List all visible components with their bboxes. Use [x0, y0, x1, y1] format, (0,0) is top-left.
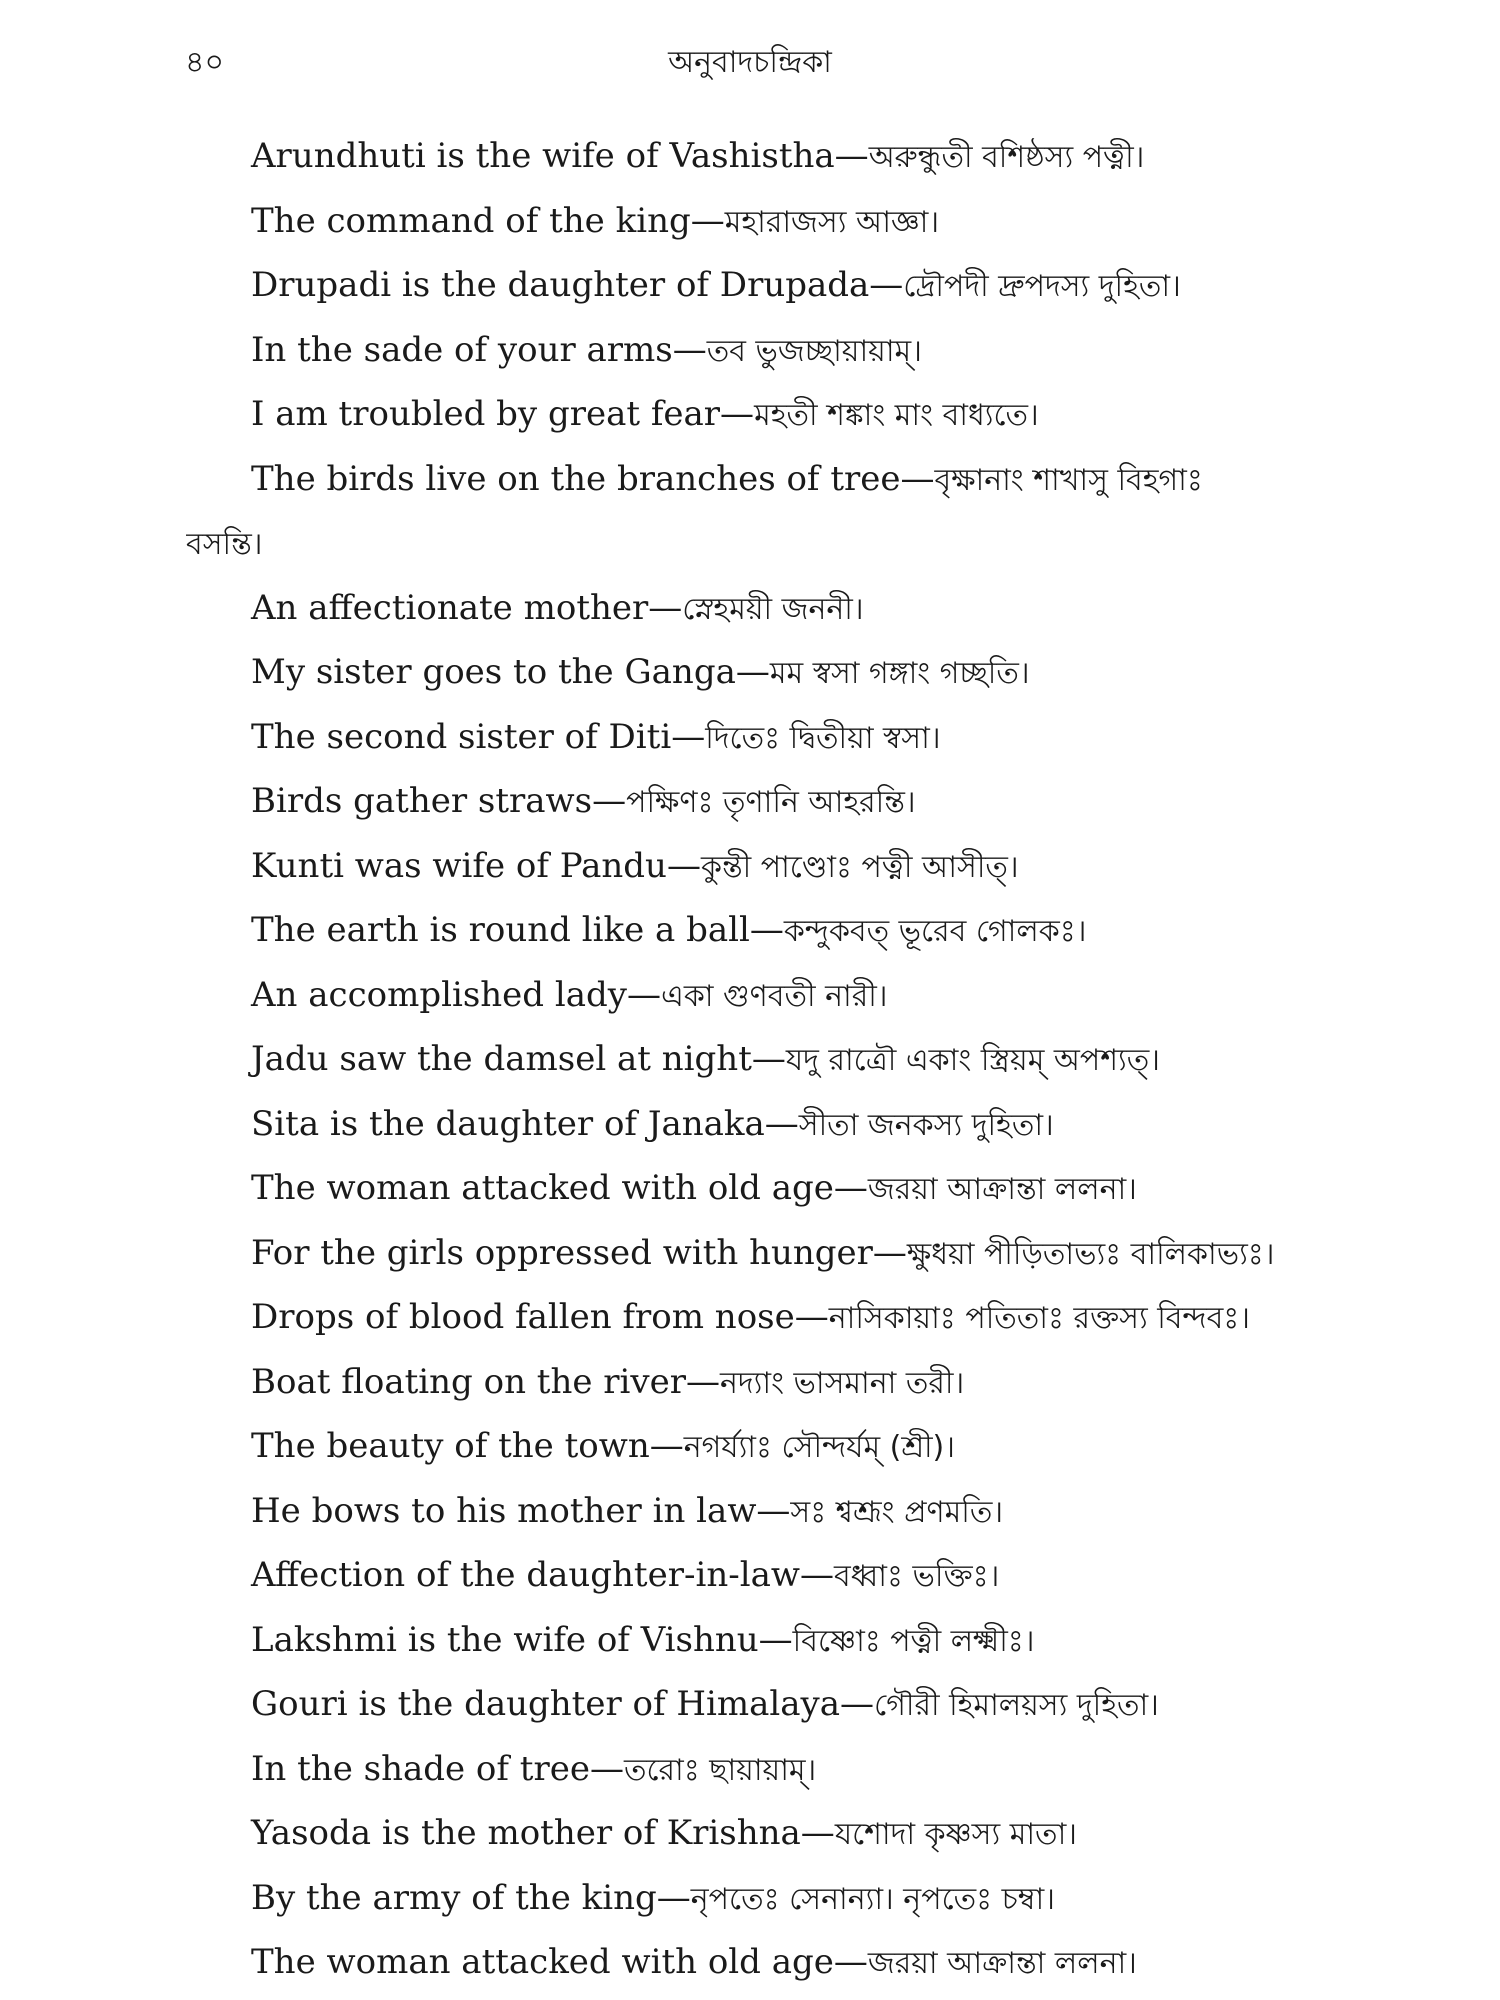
- list-item: [186, 576, 1336, 641]
- bengali-translation: সীতা জনকস্য দুহিতা।: [798, 1107, 1054, 1143]
- list-item: [186, 1027, 1336, 1092]
- bengali-translation: জরয়া আক্রান্তা ললনা।: [867, 1946, 1137, 1981]
- list-item: [186, 1414, 1336, 1479]
- bengali-translation: তরোঃ ছায়ায়াম্।: [623, 1752, 817, 1788]
- list-item: [186, 253, 1336, 318]
- bengali-translation: মহারাজস্য আজ্ঞা।: [724, 204, 940, 240]
- english-phrase: The beauty of the town—: [251, 1426, 684, 1466]
- english-phrase: I am troubled by great fear—: [251, 394, 755, 434]
- english-phrase: The woman attacked with old age—: [251, 1942, 868, 1982]
- english-phrase: Gouri is the daughter of Himalaya—: [251, 1684, 875, 1724]
- english-phrase: An affectionate mother—: [251, 587, 683, 628]
- list-item: [186, 1866, 1336, 1931]
- english-phrase: The woman attacked with old age—: [251, 1168, 868, 1208]
- bengali-translation: যশোদা কৃষ্ণস্য মাতা।: [834, 1817, 1077, 1852]
- english-phrase: In the shade of tree—: [251, 1748, 624, 1789]
- list-item: [186, 1801, 1336, 1866]
- english-phrase: By the army of the king—: [251, 1877, 691, 1918]
- list-item: [186, 1221, 1336, 1286]
- bengali-translation: নাসিকায়াঃ পতিতাঃ রক্তস্য বিন্দবঃ।: [828, 1301, 1250, 1336]
- list-item: [186, 447, 1336, 512]
- list-item: [186, 898, 1336, 963]
- bengali-translation: পক্ষিণঃ তৃণানি আহরন্তি।: [626, 785, 916, 820]
- bengali-translation: তব ভুজচ্ছায়ায়াম্।: [706, 333, 922, 369]
- list-item: [186, 318, 1336, 383]
- list-item: [186, 124, 1336, 189]
- bengali-translation: অরুন্ধুতী বশিষ্ঠস্য পত্নী।: [868, 140, 1145, 175]
- english-phrase: The birds live on the branches of tree—: [251, 458, 935, 499]
- list-item: [186, 1350, 1336, 1415]
- list-item: [186, 1156, 1336, 1221]
- bengali-translation: স্নেহময়ী জননী।: [682, 591, 864, 627]
- english-phrase: Jadu saw the damsel at night—: [251, 1039, 786, 1079]
- bengali-translation: নৃপতেঃ সেনান্যা। নৃপতেঃ চম্বা।: [690, 1881, 1055, 1917]
- list-item: [186, 1930, 1336, 1995]
- list-item-continuation: [186, 511, 1336, 576]
- english-phrase: For the girls oppressed with hunger—: [251, 1232, 907, 1273]
- english-phrase: Drops of blood fallen from nose—: [251, 1297, 829, 1337]
- bengali-translation: যদু রাত্রৌ একাং স্ত্রিয়ম্ অপশ্যত্।: [785, 1043, 1160, 1078]
- english-phrase: Kunti was wife of Pandu—: [251, 845, 701, 886]
- english-phrase: He bows to his mother in law—: [251, 1490, 791, 1531]
- list-item: [186, 1543, 1336, 1608]
- list-item: [186, 189, 1336, 254]
- list-item: [186, 963, 1336, 1028]
- english-phrase: Arundhuti is the wife of Vashistha—: [251, 136, 869, 176]
- list-item: [186, 1479, 1336, 1544]
- english-phrase: My sister goes to the Ganga—: [251, 652, 770, 692]
- bengali-translation: বসন্তি।: [186, 527, 263, 562]
- bengali-translation: মহতী শঙ্কাং মাং বাধ্যতে।: [754, 398, 1039, 433]
- bengali-translation: দ্রৌপদী দ্রুপদস্য দুহিতা।: [903, 269, 1181, 304]
- list-item: [186, 382, 1336, 447]
- bengali-translation: নদ্যাং ভাসমানা তরী।: [720, 1365, 965, 1401]
- list-item: [186, 640, 1336, 705]
- list-item: [186, 1285, 1336, 1350]
- bengali-translation: মম স্বসা গঙ্গাং গচ্ছতি।: [769, 656, 1030, 691]
- english-phrase: Affection of the daughter-in-law—: [251, 1555, 834, 1595]
- bengali-translation: বৃক্ষানাং শাখাসু বিহগাঃ: [934, 462, 1203, 498]
- english-phrase: Sita is the daughter of Janaka—: [251, 1103, 799, 1144]
- list-item: [186, 1737, 1336, 1802]
- bengali-translation: কন্দুকবত্ ভূরেব গোলকঃ।: [783, 914, 1087, 949]
- bengali-translation: গৌরী হিমালয়স্য দুহিতা।: [874, 1688, 1159, 1723]
- english-phrase: Drupadi is the daughter of Drupada—: [251, 265, 904, 305]
- bengali-translation: দিতেঃ দ্বিতীয়া স্বসা।: [705, 720, 941, 756]
- english-phrase: The earth is round like a ball—: [251, 910, 784, 950]
- bengali-translation: ক্ষুধয়া পীড়িতাভ্যঃ বালিকাভ্যঃ।: [906, 1236, 1275, 1272]
- page-number: ৪০: [185, 45, 224, 80]
- bengali-translation: সঃ শ্বশ্রূং প্রণমতি।: [790, 1494, 1004, 1530]
- running-head: অনুবাদচন্দ্রিকা: [668, 45, 832, 80]
- english-phrase: Lakshmi is the wife of Vishnu—: [251, 1619, 793, 1660]
- bengali-translation: বধ্বাঃ ভক্তিঃ।: [833, 1559, 1000, 1594]
- bengali-translation: বিষ্ণোঃ পত্নী লক্ষ্মীঃ।: [792, 1623, 1035, 1659]
- bengali-translation: জরয়া আক্রান্তা ললনা।: [867, 1172, 1137, 1207]
- english-phrase: An accomplished lady—: [251, 974, 661, 1015]
- english-phrase: Boat floating on the river—: [251, 1361, 720, 1402]
- bengali-translation: একা গুণবতী নারী।: [661, 978, 888, 1014]
- bengali-translation: কুন্তী পাণ্ডোঃ পত্নী আসীত্।: [700, 849, 1019, 885]
- bengali-translation: নগর্য্যাঃ সৌন্দর্যম্ (শ্রী)।: [683, 1430, 955, 1465]
- english-phrase: Birds gather straws—: [251, 781, 627, 821]
- list-item: [186, 1672, 1336, 1737]
- english-phrase: In the sade of your arms—: [251, 329, 707, 370]
- list-item: [186, 769, 1336, 834]
- english-phrase: The second sister of Diti—: [251, 716, 706, 757]
- list-item: [186, 834, 1336, 899]
- translation-list: [186, 124, 1336, 1995]
- list-item: [186, 1092, 1336, 1157]
- list-item: [186, 1608, 1336, 1673]
- english-phrase: Yasoda is the mother of Krishna—: [251, 1813, 835, 1853]
- english-phrase: The command of the king—: [251, 200, 725, 241]
- list-item: [186, 705, 1336, 770]
